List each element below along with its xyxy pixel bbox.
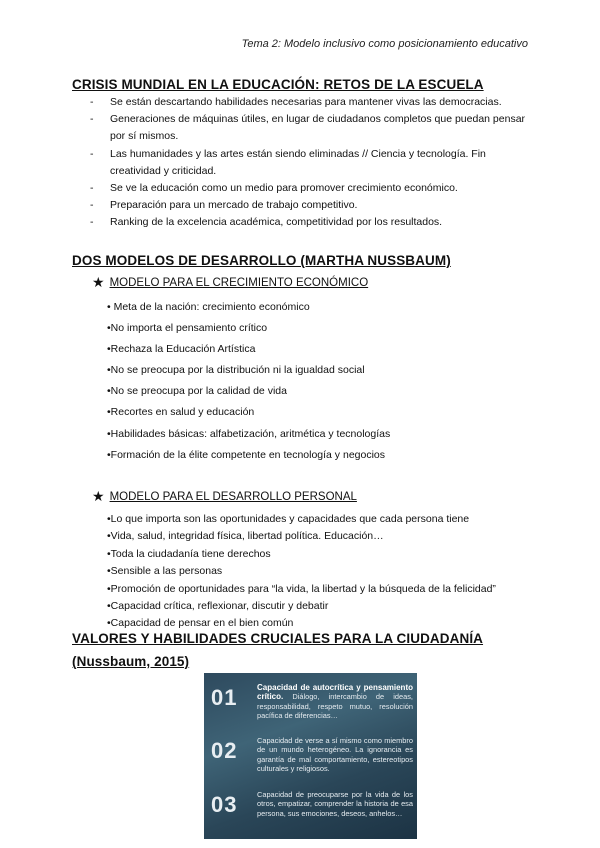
list-item: •Capacidad de pensar en el bien común	[107, 617, 294, 630]
row-text-body: Diálogo, intercambio de ideas, responsabilidad, respeto mutuo, resolución pacífica de diferencias…	[257, 692, 413, 720]
list-item: •Capacidad crítica, reflexionar, discutir y debatir	[107, 600, 329, 613]
list-item: • Meta de la nación: crecimiento económico	[107, 301, 310, 313]
row-number: 03	[211, 792, 238, 817]
list-item: - Las humanidades y las artes están siendo eliminadas // Ciencia y tecnología. Fin creatividad y criticidad.	[90, 146, 530, 180]
list-item: •No importa el pensamiento crítico	[107, 322, 268, 335]
section-title-crisis: CRISIS MUNDIAL EN LA EDUCACIÓN: RETOS DE LA ESCUELA	[72, 77, 484, 92]
list-item: •Rechaza la Educación Artística	[107, 343, 256, 356]
subheading-label: MODELO PARA EL DESARROLLO PERSONAL	[109, 491, 357, 503]
list-item: •Habilidades básicas: alfabetización, aritmética y tecnologías	[107, 427, 391, 440]
row-number: 01	[211, 685, 238, 710]
row-text-bold: Capacidad de autocrítica y pensamiento crítico.	[257, 683, 413, 702]
row-text	[257, 683, 413, 720]
list-item: - Ranking de la excelencia académica, competitividad por los resultados.	[90, 214, 530, 231]
star-icon: ★	[92, 488, 105, 504]
row-text	[257, 736, 413, 773]
list-item: •Promoción de oportunidades para “la vida, la libertad y la búsqueda de la felicidad”	[107, 582, 496, 595]
list-item: •Lo que importa son las oportunidades y capacidades que cada persona tiene	[107, 513, 470, 525]
page-header-note: Tema 2: Modelo inclusivo como posicionamiento educativo	[241, 38, 528, 50]
section-title-values: VALORES Y HABILIDADES CRUCIALES PARA LA CIUDADANÍA	[72, 631, 484, 646]
values-infographic	[204, 673, 417, 839]
subheading-personal-model	[92, 488, 357, 505]
row-number: 02	[211, 738, 238, 763]
list-item: •Sensible a las personas	[107, 565, 223, 578]
list-item: •Recortes en salud y educación	[107, 406, 255, 419]
star-icon: ★	[92, 274, 105, 290]
economic-model-list	[107, 297, 527, 466]
list-item: •Vida, salud, integridad física, libertad política. Educación…	[107, 530, 384, 543]
list-item: •No se preocupa por la calidad de vida	[107, 385, 287, 398]
infographic-row	[204, 677, 417, 732]
list-item: •Formación de la élite competente en tecnología y negocios	[107, 448, 386, 461]
list-item: - Generaciones de máquinas útiles, en lugar de ciudadanos completos que puedan pensar por sí mismos.	[90, 111, 530, 145]
row-text-body: Capacidad de verse a sí mismo como miembro de un mundo heterogéneo. La ignorancia es garantía de mal comportamiento, estereotipos culturales y religiosos.	[257, 736, 413, 773]
section-subtitle-citation: (Nussbaum, 2015)	[72, 654, 190, 669]
section-title-models: DOS MODELOS DE DESARROLLO (MARTHA NUSSBAUM)	[72, 253, 451, 268]
row-text-body: Capacidad de preocuparse por la vida de los otros, empatizar, comprender la historia de esa persona, sus emociones, deseos, anhelos…	[257, 790, 413, 818]
list-item: •No se preocupa por la distribución ni la igualdad social	[107, 364, 365, 377]
row-text	[257, 790, 413, 818]
list-item: •Toda la ciudadanía tiene derechos	[107, 547, 271, 560]
crisis-list	[90, 94, 530, 232]
subheading-label: MODELO PARA EL CRECIMIENTO ECONÓMICO	[109, 277, 369, 289]
list-item: - Preparación para un mercado de trabajo competitivo.	[90, 197, 530, 214]
personal-model-list	[107, 511, 527, 633]
list-item: - Se ve la educación como un medio para promover crecimiento económico.	[90, 180, 530, 197]
infographic-row	[204, 784, 417, 839]
infographic-row	[204, 730, 417, 785]
list-item: - Se están descartando habilidades necesarias para mantener vivas las democracias.	[90, 94, 530, 111]
subheading-economic-model	[92, 274, 368, 291]
